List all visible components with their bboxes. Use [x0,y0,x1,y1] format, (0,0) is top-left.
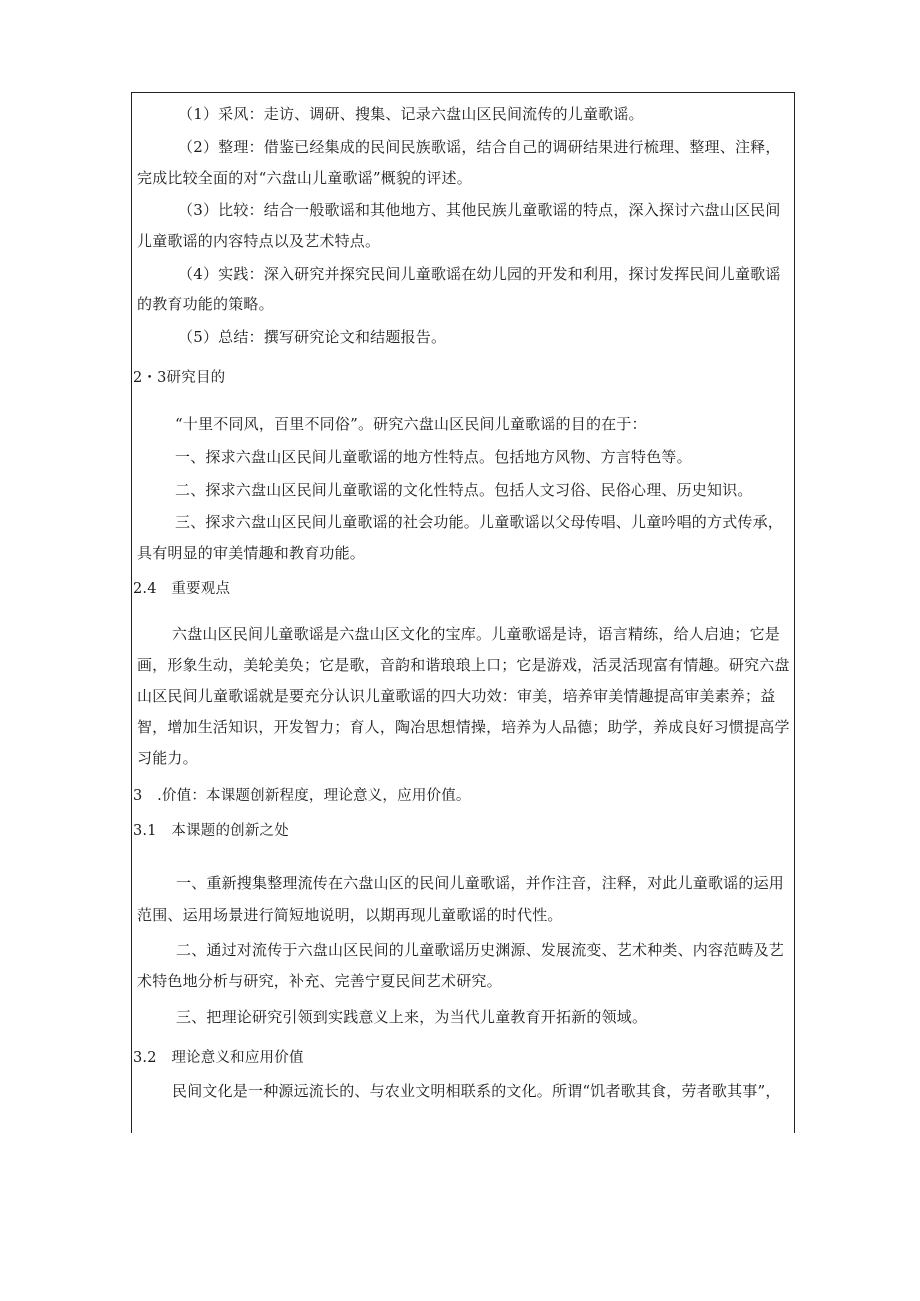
text-line: 范围、运用场景进行简短地说明，以期再现儿童歌谣的时代性。 [137,906,563,924]
text-line: 儿童歌谣的内容特点以及艺术特点。 [137,232,381,250]
text-line: 习能力。 [137,749,198,767]
text-line: 具有明显的审美情趣和教育功能。 [137,544,366,562]
text-line: 六盘山区民间儿童歌谣是六盘山区文化的宝库。儿童歌谣是诗，语言精练，给人启迪；它是 [172,625,781,643]
section-heading: 3 .价值：本课题创新程度，理论意义，应用价值。 [133,788,471,804]
text-line: “十里不同风，百里不同俗”。研究六盘山区民间儿童歌谣的目的在于： [175,415,647,433]
text-line: 的教育功能的策略。 [137,295,274,313]
text-line: 一、探求六盘山区民间儿童歌谣的地方性特点。包括地方风物、方言特色等。 [175,448,692,466]
text-line: （3）比较：结合一般歌谣和其他地方、其他民族儿童歌谣的特点，深入探讨六盘山区民间 [178,201,781,219]
text-line: 三、探求六盘山区民间儿童歌谣的社会功能。儿童歌谣以父母传唱、儿童吟唱的方式传承， [175,513,784,531]
text-line: 民间文化是一种源远流长的、与农业文明相联系的文化。所谓“饥者歌其食，劳者歌其事”， [172,1082,781,1100]
text-line: （2）整理：借鉴已经集成的民间民族歌谣，结合自己的调研结果进行梳理、整理、注释， [178,138,781,156]
text-line: （5）总结：撰写研究论文和结题报告。 [178,328,447,346]
text-line: 二、通过对流传于六盘山区民间的儿童歌谣历史渊源、发展流变、艺术种类、内容范畴及艺 [176,941,785,959]
text-line: 山区民间儿童歌谣就是要充分认识儿童歌谣的四大功效：审美，培养审美情趣提高审美素养；益 [137,687,776,705]
text-line: 三、把理论研究引领到实践意义上来，为当代儿童教育开拓新的领域。 [176,1008,648,1026]
text-line: （1）采风：走访、调研、搜集、记录六盘山区民间流传的儿童歌谣。 [178,105,644,123]
section-heading: 2.4 重要观点 [133,581,231,597]
section-heading: 3.2 理论意义和应用价值 [133,1050,304,1066]
section-heading: 3.1 本课题的创新之处 [133,823,289,839]
text-line: （4）实践：深入研究并探究民间儿童歌谣在幼儿园的开发和利用，探讨发挥民间儿童歌谣 [178,265,781,283]
text-line: 完成比较全面的对“六盘山儿童歌谣”概貌的评述。 [137,169,472,187]
text-line: 智，增加生活知识，开发智力；育人，陶冶思想情操，培养为人品德；助学，养成良好习惯提高学 [137,718,790,736]
section-heading: 2・3研究目的 [133,370,226,386]
text-line: 一、重新搜集整理流传在六盘山区的民间儿童歌谣，并作注音，注释，对此儿童歌谣的运用 [176,874,785,892]
text-line: 画，形象生动，美轮美奂；它是歌，音韵和谐琅琅上口；它是游戏，活灵活现富有情趣。研究六盘 [137,656,790,674]
text-line: 二、探求六盘山区民间儿童歌谣的文化性特点。包括人文习俗、民俗心理、历史知识。 [175,481,753,499]
text-line: 术特色地分析与研究，补充、完善宁夏民间艺术研究。 [137,972,502,990]
